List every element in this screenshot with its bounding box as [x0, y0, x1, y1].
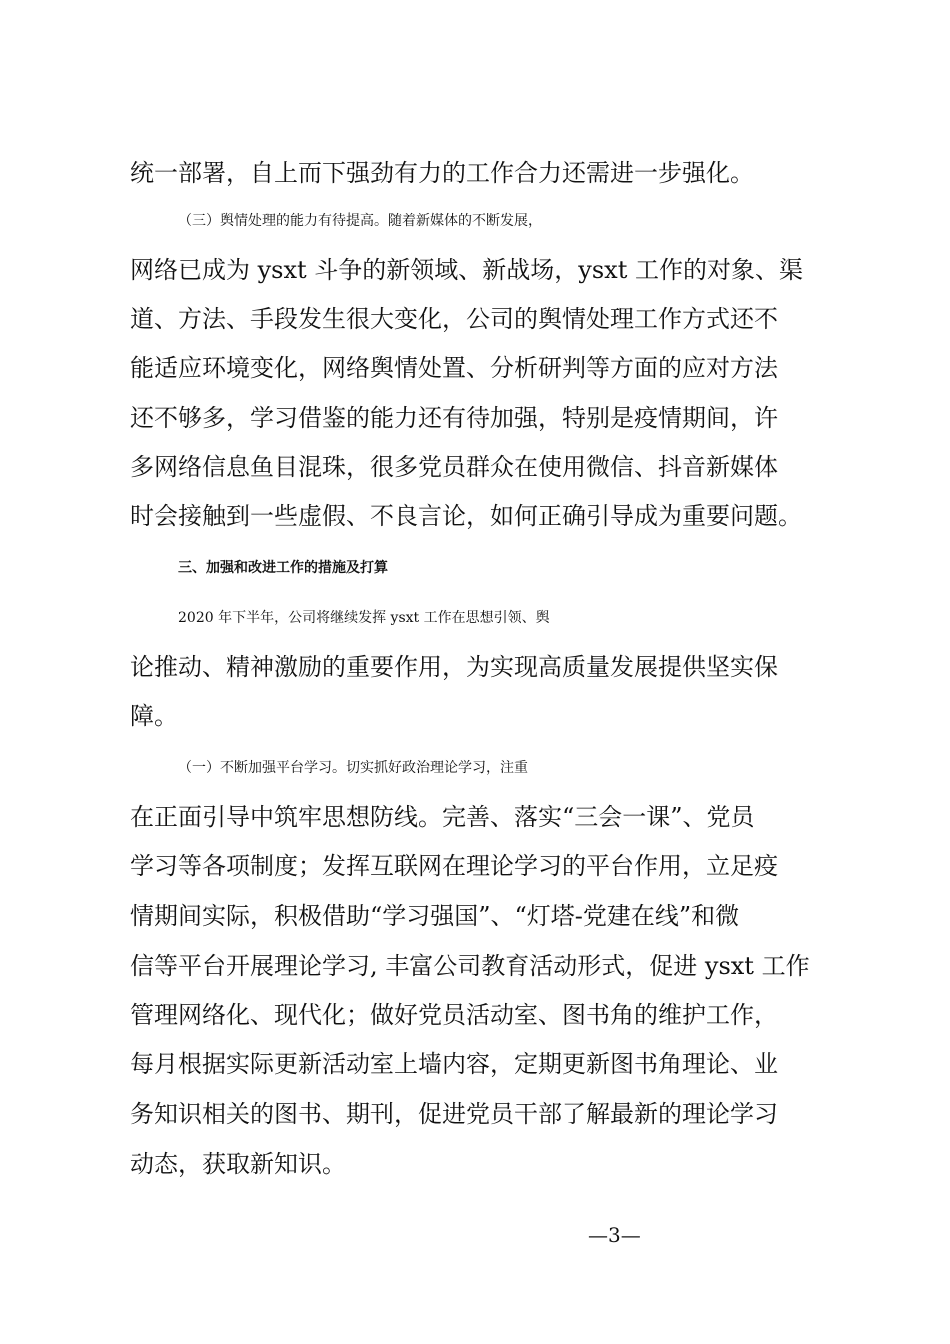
paragraph-line: 统一部署，自上而下强劲有力的工作合力还需进一步强化。 [130, 159, 754, 187]
paragraph-line: 道、方法、手段发生很大变化，公司的舆情处理工作方式还不 [130, 305, 778, 333]
paragraph-line: 时会接触到一些虚假、不良言论，如何正确引导成为重要问题。 [130, 502, 802, 530]
page-number: —3— [588, 1223, 641, 1247]
paragraph-line: 信等平台开展理论学习, 丰富公司教育活动形式，促进 ysxt 工作 [130, 952, 810, 980]
paragraph-line: 学习等各项制度；发挥互联网在理论学习的平台作用，立足疫 [130, 852, 778, 880]
paragraph-line: 网络已成为 ysxt 斗争的新领域、新战场，ysxt 工作的对象、渠 [130, 256, 803, 284]
paragraph-line: 能适应环境变化，网络舆情处置、分析研判等方面的应对方法 [130, 354, 778, 382]
paragraph-line: 管理网络化、现代化；做好党员活动室、图书角的维护工作， [130, 1001, 778, 1029]
paragraph-line: （一）不断加强平台学习。切实抓好政治理论学习，注重 [178, 760, 528, 776]
paragraph-line: 动态，获取新知识。 [130, 1150, 346, 1178]
paragraph-line: 2020 年下半年，公司将继续发挥 ysxt 工作在思想引领、舆 [178, 610, 550, 626]
paragraph-line: 障。 [130, 702, 178, 730]
paragraph-line: 论推动、精神激励的重要作用，为实现高质量发展提供坚实保 [130, 653, 778, 681]
paragraph-line: 在正面引导中筑牢思想防线。完善、落实“三会一课”、党员 [130, 803, 755, 831]
paragraph-line: 务知识相关的图书、期刊，促进党员干部了解最新的理论学习 [130, 1100, 778, 1128]
paragraph-line: 情期间实际，积极借助“学习强国”、“灯塔-党建在线”和微 [130, 902, 740, 930]
paragraph-line: （三）舆情处理的能力有待提高。随着新媒体的不断发展， [178, 213, 542, 229]
section-heading: 三、加强和改进工作的措施及打算 [178, 560, 388, 576]
paragraph-line: 多网络信息鱼目混珠，很多党员群众在使用微信、抖音新媒体 [130, 453, 778, 481]
paragraph-line: 还不够多，学习借鉴的能力还有待加强，特别是疫情期间，许 [130, 404, 778, 432]
paragraph-line: 每月根据实际更新活动室上墙内容，定期更新图书角理论、业 [130, 1050, 778, 1078]
